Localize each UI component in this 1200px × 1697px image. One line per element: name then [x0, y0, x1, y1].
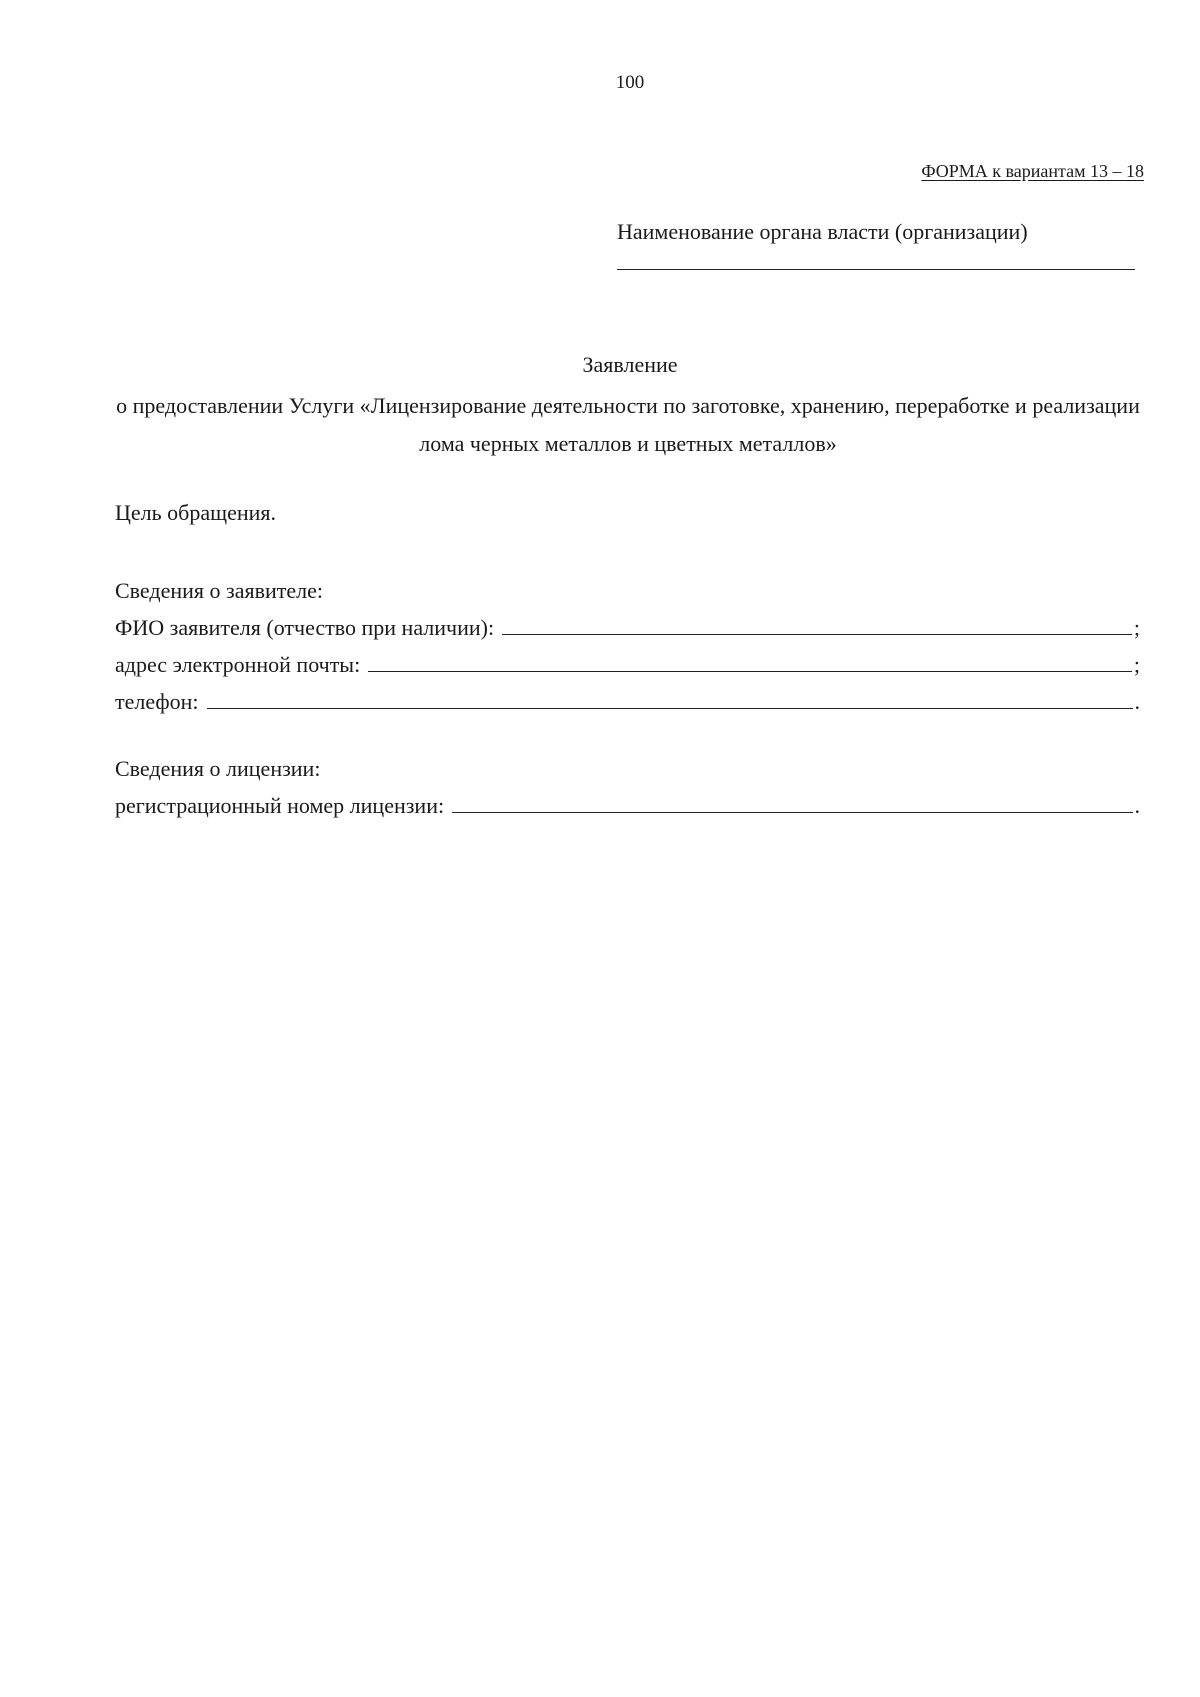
document-subtitle: о предоставлении Услуги «Лицензирование деятельности по заготовке, хранению, переработке и реализации лома черных металлов и цветных металлов»: [116, 393, 1140, 456]
applicant-phone-label: телефон:: [115, 689, 199, 714]
form-reference: ФОРМА к вариантам 13 – 18: [921, 161, 1144, 181]
license-section: [115, 750, 1140, 824]
license-number-field[interactable]: [452, 787, 1132, 813]
document-title: Заявление: [582, 352, 678, 377]
license-number-row: [115, 787, 1140, 824]
applicant-name-label: ФИО заявителя (отчество при наличии):: [115, 615, 495, 640]
applicant-heading: Сведения о заявителе:: [115, 578, 324, 603]
authority-label: Наименование органа власти (организации): [617, 219, 1028, 244]
applicant-email-field[interactable]: [368, 646, 1132, 672]
applicant-email-label: адрес электронной почты:: [115, 652, 361, 677]
license-heading: Сведения о лицензии:: [115, 756, 321, 781]
license-number-label: регистрационный номер лицензии:: [115, 793, 445, 818]
applicant-section: [115, 572, 1140, 720]
applicant-name-field[interactable]: [502, 609, 1132, 635]
applicant-phone-field[interactable]: [207, 683, 1133, 709]
applicant-email-end: ;: [1133, 652, 1140, 677]
page-number: 100: [615, 72, 645, 93]
license-number-end: .: [1134, 793, 1140, 818]
purpose-label: Цель обращения.: [115, 500, 276, 525]
applicant-phone-end: .: [1134, 689, 1140, 714]
applicant-name-row: [115, 609, 1140, 646]
applicant-email-row: [115, 646, 1140, 683]
applicant-phone-row: [115, 683, 1140, 720]
authority-blank-line[interactable]: [617, 269, 1135, 270]
applicant-name-end: ;: [1133, 615, 1140, 640]
